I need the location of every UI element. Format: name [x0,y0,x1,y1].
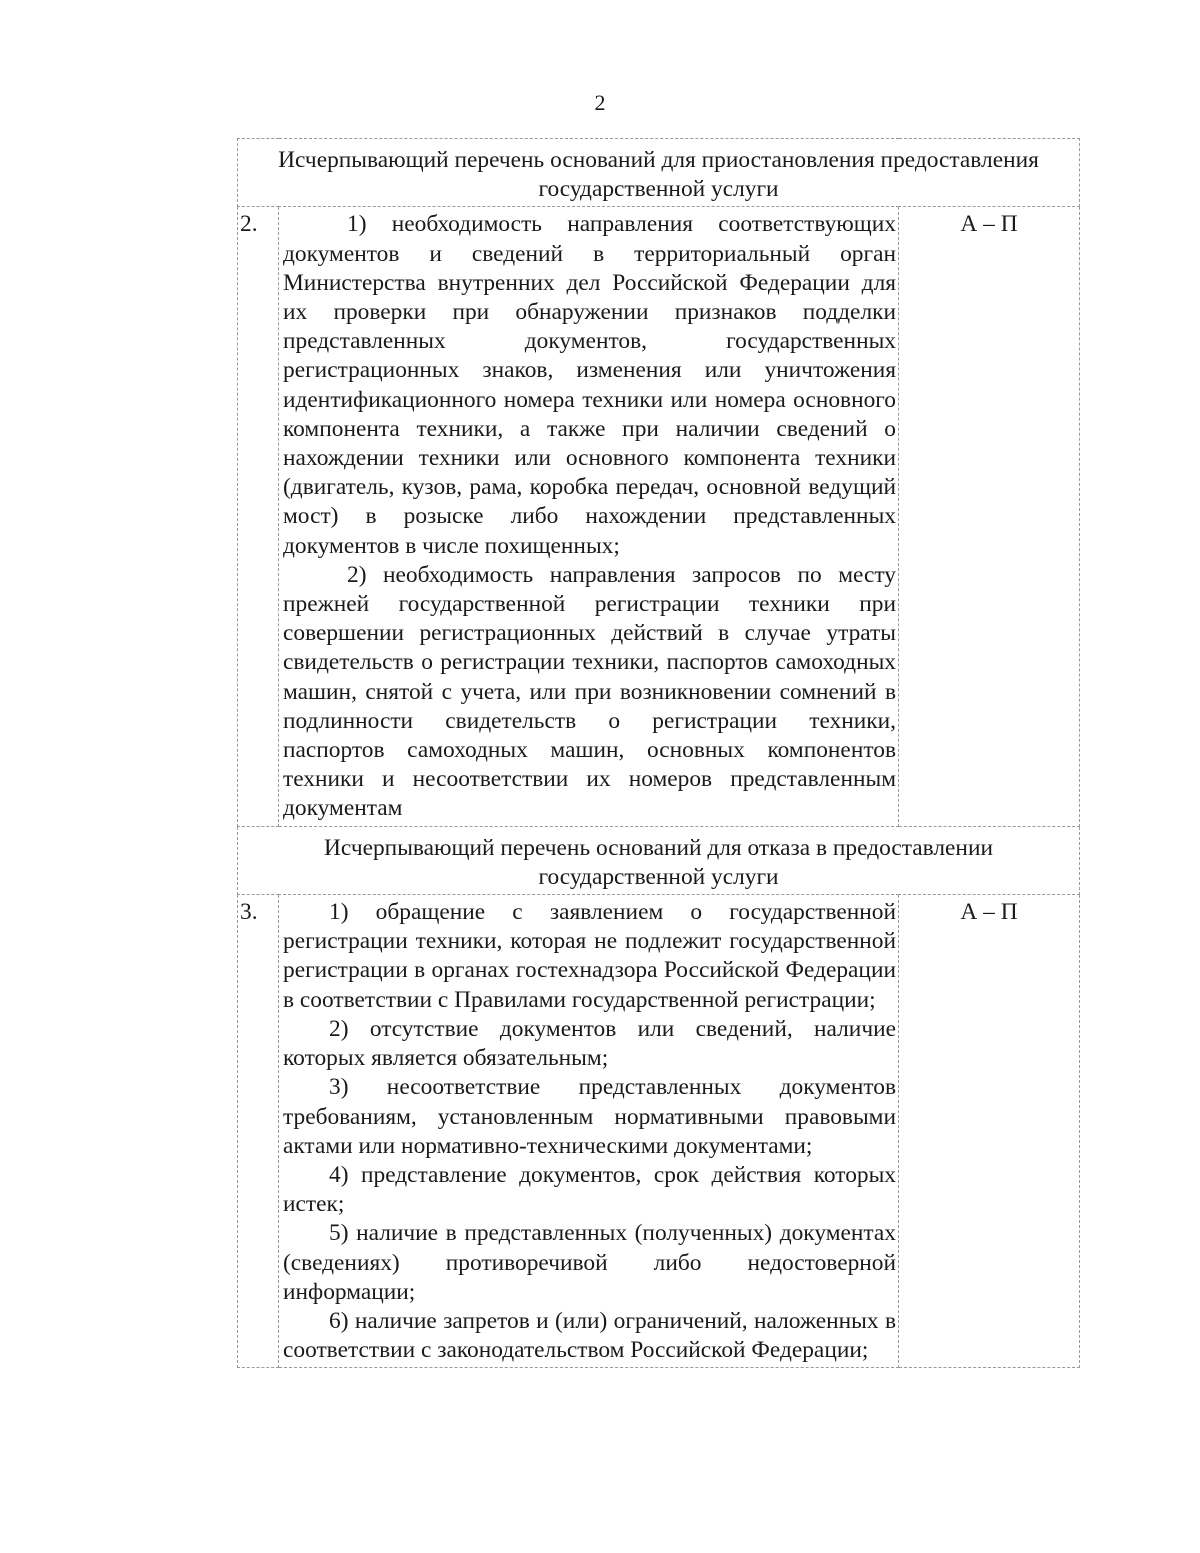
row-number: 3. [238,895,279,1368]
paragraph: 1) необходимость направления соответствующих документов и сведений в территориальный орган Министерства внутренних дел Российской Федерации для их проверки при обнаружении признаков подделки представленных документов, государственных регистрационных знаков, изменения или уничтожения идентификационного номера техники или номера основного компонента техники, а также при наличии сведений о нахождении техники или основного компонента техники (двигатель, кузов, рама, коробка передач, основной ведущий мост) в розыске либо нахождении представленных документов в числе похищенных; [283,211,896,559]
table-row [238,895,1080,1368]
paragraph: 4) представление документов, срок действия которых истек; [283,1161,896,1218]
paragraph: 6) наличие запретов и (или) ограничений, наложенных в соответствии с законодательством Российской Федерации; [283,1307,896,1364]
paragraph: 2) необходимость направления запросов по месту прежней государственной регистрации техники при совершении регистрационных действий в случае утраты свидетельств о регистрации техники, паспортов самоходных машин, снятой с учета, или при возникновении сомнений в подлинности свидетельств о регистрации техники, паспортов самоходных машин, основных компонентов техники и несоответствии их номеров представленным документам [283,561,896,822]
paragraph: 5) наличие в представленных (полученных) документах (сведениях) противоречивой либо недостоверной информации; [283,1220,896,1305]
section-header-suspension: Исчерпывающий перечень оснований для приостановления предоставления государственной услуги [238,139,1080,207]
section-header-row [238,139,1080,207]
paragraph: 2) отсутствие документов или сведений, наличие которых является обязательным; [283,1015,896,1072]
section-header-row [238,826,1080,894]
table-row [238,207,1080,826]
row-text [279,895,899,1368]
page-number: 2 [594,90,606,115]
paragraph: 3) несоответствие представленных документов требованиям, установленным нормативными правовыми актами или нормативно-техническими документами; [283,1074,896,1159]
row-code: А – П [899,207,1080,826]
row-text [279,207,899,826]
row-number: 2. [238,207,279,826]
paragraph: 1) обращение с заявлением о государственной регистрации техники, которая не подлежит государственной регистрации в органах гостехнадзора Российской Федерации в соответствии с Правилами государственной регистрации; [283,899,896,1013]
grounds-table [237,138,1080,1368]
row-code: А – П [899,895,1080,1368]
section-header-refusal: Исчерпывающий перечень оснований для отказа в предоставлении государственной услуги [238,826,1080,894]
